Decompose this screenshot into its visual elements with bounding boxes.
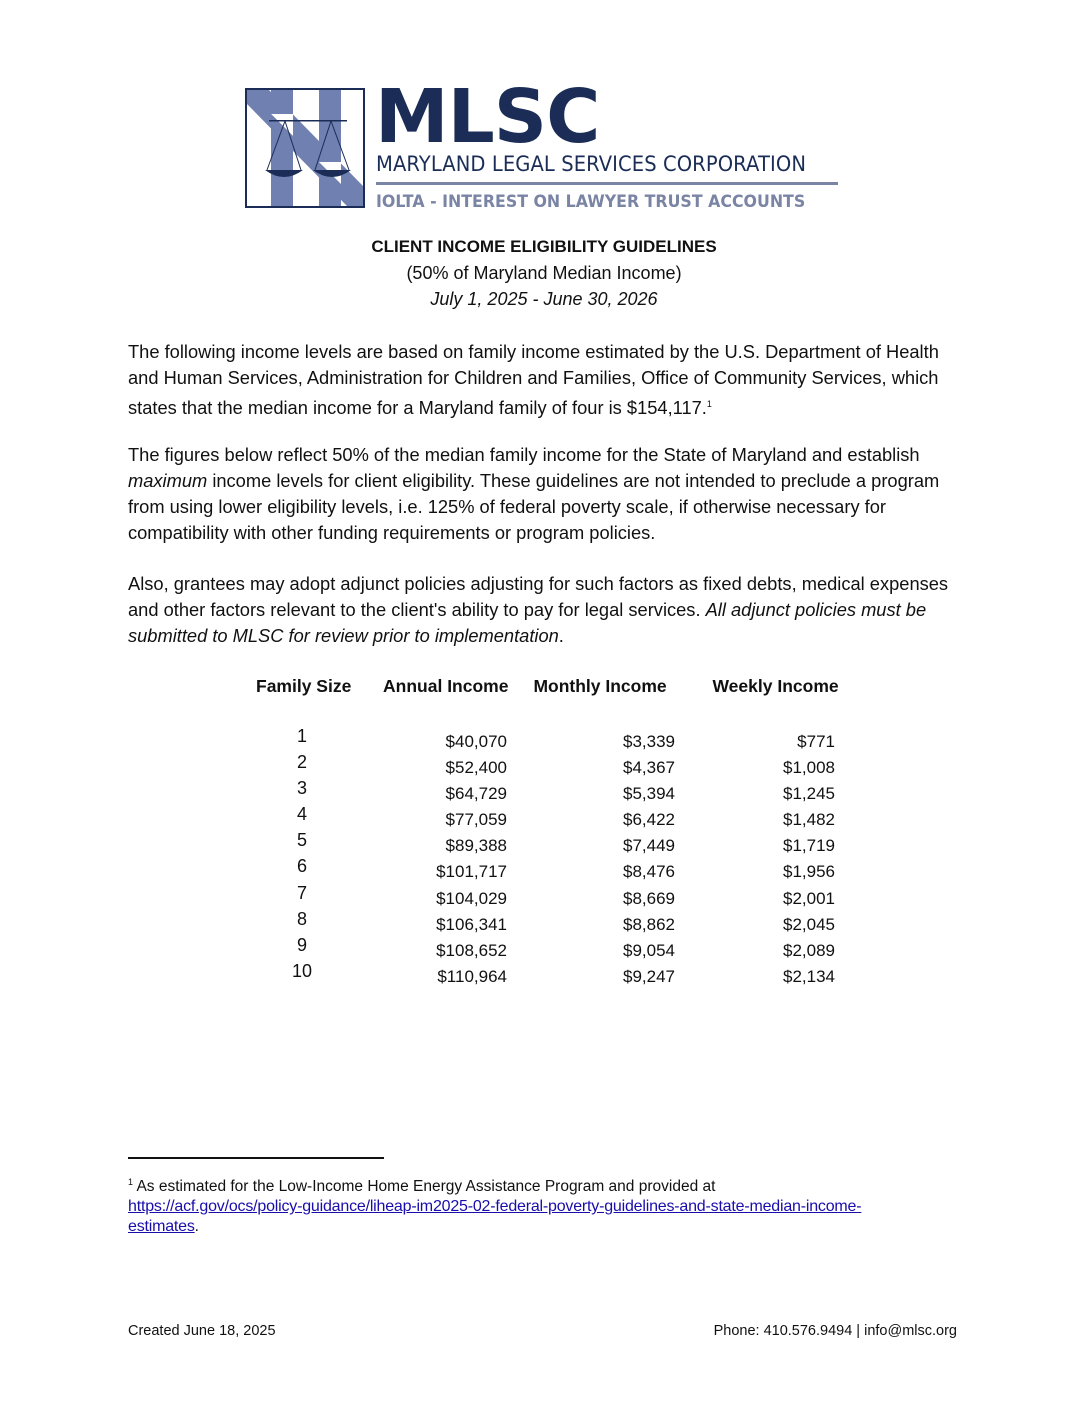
logo-organization-name: MARYLAND LEGAL SERVICES CORPORATION bbox=[376, 152, 807, 176]
weekly-income-cell: $2,001 bbox=[783, 888, 835, 908]
annual-income-cell: $108,652 bbox=[436, 940, 507, 960]
monthly-income-cell: $7,449 bbox=[623, 836, 675, 856]
header-annual-income: Annual Income bbox=[383, 676, 509, 696]
effective-period: July 1, 2025 - June 30, 2026 bbox=[430, 289, 658, 309]
mlsc-logo bbox=[245, 74, 845, 213]
table-row bbox=[250, 882, 850, 913]
header-family-size: Family Size bbox=[256, 676, 352, 696]
adjunct-policies-paragraph bbox=[128, 571, 968, 649]
footnote-text: As estimated for the Low-Income Home Energy Assistance Program and provided at bbox=[133, 1178, 716, 1196]
footnote bbox=[128, 1172, 928, 1237]
table-row bbox=[250, 778, 850, 808]
weekly-income-cell: $1,008 bbox=[783, 758, 835, 778]
monthly-income-cell: $9,054 bbox=[623, 940, 675, 960]
footnote-reference[interactable]: 1 bbox=[706, 399, 712, 409]
monthly-income-cell: $5,394 bbox=[623, 784, 675, 804]
logo-divider bbox=[376, 182, 838, 185]
monthly-income-cell: $8,669 bbox=[623, 888, 675, 908]
adjunct-text: Also, grantees may adopt adjunct policies adjusting for such factors as fixed debts, medical expenses and other factors relevant to the client's ability to pay for legal services. bbox=[128, 573, 949, 620]
income-eligibility-table bbox=[250, 676, 850, 986]
weekly-income-cell: $1,956 bbox=[783, 862, 835, 882]
page-subtitle: (50% of Maryland Median Income) bbox=[406, 263, 682, 283]
family-size-cell: 3 bbox=[296, 778, 307, 799]
annual-income-cell: $52,400 bbox=[445, 758, 507, 778]
annual-income-cell: $89,388 bbox=[445, 836, 507, 856]
monthly-income-cell: $8,862 bbox=[623, 914, 675, 934]
figures-paragraph bbox=[128, 442, 968, 546]
footnote-source-link[interactable]: https://acf.gov/ocs/policy-guidance/liheap-im2025-02-federal-poverty-guidelines-and-state-median-income-estimates bbox=[128, 1198, 862, 1236]
figures-text-end: income levels for client eligibility. These guidelines are not intended to preclude a program from using lower eligibility levels, i.e. 125% of federal poverty scale, if otherwise necessary for compatibility with other funding requirements or program policies. bbox=[128, 470, 940, 543]
figures-emphasis: maximum bbox=[128, 470, 208, 491]
table-row bbox=[250, 804, 850, 834]
logo-acronym: MLSC bbox=[375, 74, 600, 160]
table-row bbox=[250, 934, 850, 965]
figures-text-start: The figures below reflect 50% of the median family income for the State of Maryland and establish bbox=[128, 444, 920, 465]
monthly-income-cell: $8,476 bbox=[623, 862, 675, 882]
contact-info: Phone: 410.576.9494 | info@mlsc.org bbox=[713, 1323, 957, 1339]
table-row bbox=[250, 856, 850, 886]
weekly-income-cell: $771 bbox=[797, 732, 835, 751]
annual-income-cell: $106,341 bbox=[436, 914, 507, 934]
page-title: CLIENT INCOME ELIGIBILITY GUIDELINES bbox=[371, 237, 717, 256]
title-block bbox=[0, 234, 1088, 312]
family-size-cell: 1 bbox=[296, 726, 307, 746]
footnote-separator bbox=[128, 1157, 384, 1159]
table-row bbox=[250, 960, 850, 991]
table-row bbox=[250, 830, 850, 860]
table-row bbox=[250, 726, 850, 756]
adjunct-period: . bbox=[558, 625, 564, 646]
created-date: Created June 18, 2025 bbox=[128, 1323, 276, 1339]
annual-income-cell: $40,070 bbox=[445, 732, 507, 751]
family-size-cell: 5 bbox=[296, 830, 307, 851]
family-size-cell: 6 bbox=[296, 856, 307, 877]
logo-tagline: IOLTA - INTEREST ON LAWYER TRUST ACCOUNTS bbox=[376, 192, 806, 212]
footnote-trailing-period: . bbox=[194, 1218, 199, 1236]
weekly-income-cell: $2,089 bbox=[783, 940, 835, 960]
annual-income-cell: $77,059 bbox=[445, 810, 507, 830]
family-size-cell: 8 bbox=[296, 908, 307, 929]
family-size-cell: 9 bbox=[296, 934, 307, 955]
annual-income-cell: $101,717 bbox=[436, 862, 507, 882]
family-size-cell: 10 bbox=[291, 960, 313, 981]
monthly-income-cell: $3,339 bbox=[623, 732, 675, 751]
table-body bbox=[250, 726, 850, 991]
monthly-income-cell: $4,367 bbox=[623, 758, 675, 778]
table-row bbox=[250, 908, 850, 939]
scales-of-justice-maryland-flag-icon bbox=[245, 88, 365, 208]
header-monthly-income: Monthly Income bbox=[533, 676, 667, 696]
monthly-income-cell: $9,247 bbox=[623, 966, 675, 986]
weekly-income-cell: $2,134 bbox=[783, 966, 835, 986]
intro-text: The following income levels are based on family income estimated by the U.S. Department of Health and Human Services, Administration for Children and Families, Office of Community Services, which states that the median income for a Maryland family of four is $154,117. bbox=[128, 341, 939, 419]
family-size-cell: 7 bbox=[296, 882, 307, 903]
annual-income-cell: $110,964 bbox=[437, 966, 507, 986]
footnote-marker: 1 bbox=[128, 1177, 134, 1187]
header-weekly-income: Weekly Income bbox=[712, 676, 839, 696]
weekly-income-cell: $2,045 bbox=[783, 914, 835, 934]
weekly-income-cell: $1,482 bbox=[783, 810, 835, 830]
weekly-income-cell: $1,719 bbox=[783, 836, 835, 856]
annual-income-cell: $104,029 bbox=[436, 888, 507, 908]
intro-paragraph bbox=[128, 339, 968, 421]
monthly-income-cell: $6,422 bbox=[623, 810, 675, 830]
family-size-cell: 2 bbox=[296, 752, 307, 773]
family-size-cell: 4 bbox=[296, 804, 307, 825]
annual-income-cell: $64,729 bbox=[445, 784, 507, 804]
table-row bbox=[250, 752, 850, 782]
adjunct-emphasis: All adjunct policies must be submitted to MLSC for review prior to implementation bbox=[128, 599, 927, 646]
table-header-row bbox=[250, 676, 850, 702]
weekly-income-cell: $1,245 bbox=[783, 784, 835, 804]
